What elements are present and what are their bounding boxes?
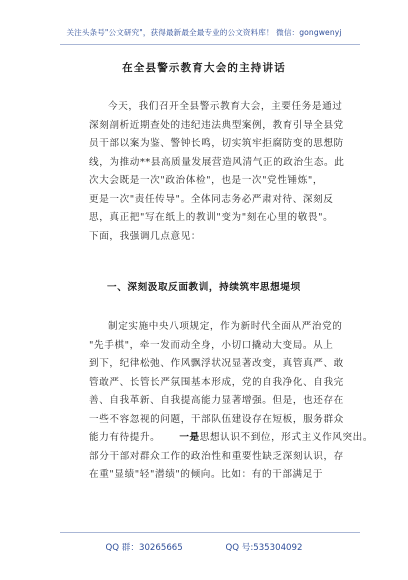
footer-qq-group: QQ 群：30265665 — [105, 543, 183, 553]
section-line: 制定实施中央八项规定，作为新时代全面从严治党的 — [108, 321, 343, 332]
section-line: 管敢严、长管长严氛围基本形成，党的自我净化、自我完 — [89, 376, 344, 388]
footer-qq-number: QQ 号:535304092 — [225, 543, 303, 553]
intro-line: 深刻剖析近期查处的违纪违法典型案例，教育引导全县党 — [89, 119, 344, 131]
section-line: 善、自我革新、自我提高能力显著增强。但是，也还存在 — [89, 395, 344, 406]
section-line: "先手棋"，牵一发而动全身，小切口撬动大变局。从上 — [89, 339, 334, 351]
section-line: 一些不容忽视的问题，干部队伍建设存在短板，服务群众 — [89, 413, 344, 425]
document-title: 在全县警示教育大会的主持讲话 — [122, 62, 286, 74]
intro-line: 更是一次"责任传导"。全体同志务必严肃对待、深刻反 — [89, 193, 334, 205]
section-line: 部分干部对群众工作的政治性和重要性缺乏深刻认识，存 — [89, 450, 344, 462]
section-line: 能力有待提升。 — [89, 432, 161, 443]
section-line: 到下，纪律松弛、作风飘浮状况显著改变，真管真严、敢 — [89, 358, 344, 369]
header-divider — [60, 44, 360, 45]
footer-divider — [60, 532, 360, 533]
page-header — [0, 0, 408, 44]
section-line: 在重"显绩"轻"潜绩"的倾向。比如：有的干部满足于 — [89, 469, 324, 480]
section-paragraph — [89, 318, 374, 485]
section-heading: 一、深刻汲取反面教训，持续筑牢思想堤坝 — [107, 282, 301, 293]
intro-line: 线，为推动**县高质量发展营造风清气正的政治生态。此 — [89, 156, 345, 168]
intro-line: 思，真正把"写在纸上的教训"变为"刻在心里的敬畏"。 — [89, 212, 334, 223]
point-one-label: 一是 — [179, 432, 200, 443]
point-one-text: 思想认识不到位，形式主义作风突出。 — [199, 432, 374, 443]
intro-line: 今天，我们召开全县警示教育大会，主要任务是通过 — [108, 101, 343, 112]
intro-line: 次大会既是一次"政治体检"，也是一次"党性锤炼"， — [89, 175, 324, 186]
section-line-with-point — [89, 429, 374, 448]
header-promo-text: 关注头条号"公文研究"，获得最新最全最专业的公文资料库！ 微信：gongwenyj — [66, 28, 342, 37]
intro-paragraph — [89, 98, 345, 246]
intro-line: 员干部以案为鉴、警钟长鸣，切实筑牢拒腐防变的思想防 — [89, 138, 344, 149]
page-footer — [0, 541, 408, 553]
intro-line: 下面，我强调几点意见： — [89, 230, 202, 242]
